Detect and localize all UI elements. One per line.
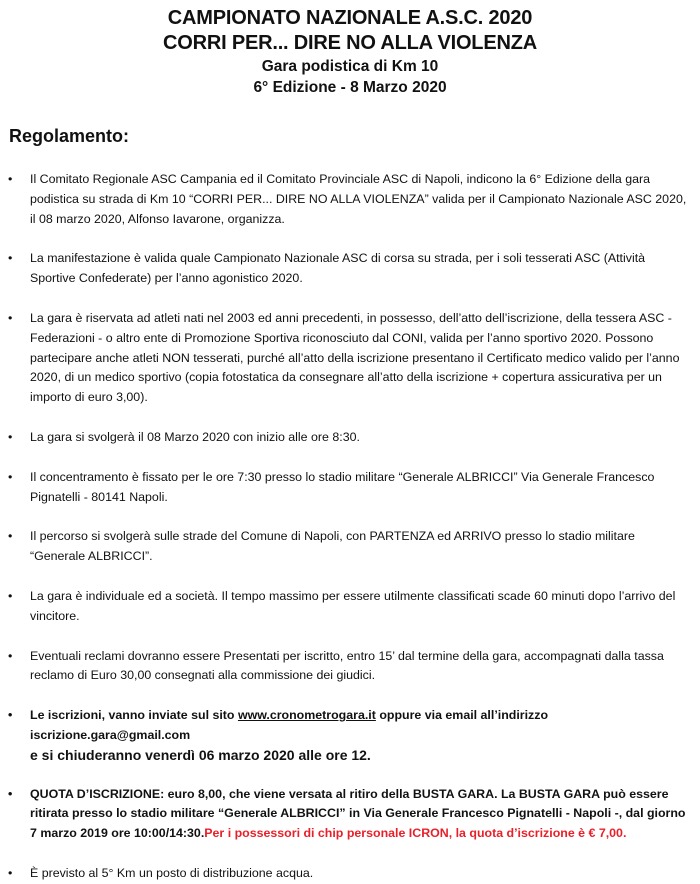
bullet: • — [8, 251, 13, 266]
title-line-2: CORRI PER... DIRE NO ALLA VIOLENZA — [163, 32, 537, 54]
cronometrogara-link[interactable]: www.cronometrogara.it — [237, 708, 376, 723]
bullet: • — [8, 310, 13, 325]
bullet: • — [8, 172, 13, 186]
bullet: • — [8, 648, 13, 663]
bullet: • — [8, 865, 13, 880]
section-title: Regolamento: — [9, 126, 130, 146]
iscrizioni-text-post: oppure via email all’indirizzo iscrizione.gara@gmail.com — [30, 708, 549, 742]
quota-text: QUOTA D’ISCRIZIONE: euro 8,00, che viene versata al ritiro della BUSTA GARA. La BUSTA GARA può essere ritirata presso lo stadio militare “Generale ALBRICCI” in Via Generale Francesco Pignatelli - Napoli -, dal giorno 7 marzo 2019 ore 10:00/14:30. — [30, 786, 686, 841]
rule-item — [0, 647, 700, 687]
bullet: • — [8, 529, 13, 544]
rule-text: Il Comitato Regionale ASC Campania ed il Comitato Provinciale ASC di Napoli, indicono la 6° Edizione della gara podistica su strada di Km 10 “CORRI PER... DIRE NO ALLA VIOLENZA” valida per il Campionato Nazionale ASC 2020, il 08 marzo 2020, Alfonso Iavarone, organizza. — [30, 172, 687, 226]
rule-item — [0, 428, 700, 448]
iscrizioni-item — [0, 706, 700, 766]
rule-text: La gara è riservata ad atleti nati nel 2003 ed anni precedenti, in possesso, dell’atto dell’iscrizione, della tessera ASC - Federazioni - o altro ente di Promozione Sportiva riconosciuto dal CONI, valida per l’anno sportivo 2020. Possono partecipare anche atleti NON tesserati, purché all’atto della iscrizione presentano il Certificato medico valido per l’anno 2020, di un medico sportivo (copia fotostatica da consegnare all’atto della iscrizione + copertura assicurativa per un importo di euro 3,00). — [30, 310, 680, 405]
rule-text: Eventuali reclami dovranno essere Presentati per iscritto, entro 15’ dal termine della gara, accompagnati dalla tassa reclamo di Euro 30,00 consegnati alla commissione dei giudici. — [30, 648, 664, 683]
iscrizioni-text-pre: Le iscrizioni, vanno inviate sul sito — [30, 708, 238, 723]
bullet: • — [8, 429, 13, 444]
bullet: • — [8, 708, 13, 723]
rule-text: La gara è individuale ed a società. Il tempo massimo per essere utilmente classificati scade 60 minuti dopo l’arrivo del vincitore. — [30, 588, 676, 623]
bullet: • — [8, 588, 13, 603]
quota-item — [0, 785, 700, 844]
rule-text: Il percorso si svolgerà sulle strade del Comune di Napoli, con PARTENZA ed ARRIVO presso lo stadio militare “Generale ALBRICCI”. — [30, 529, 635, 564]
rule-item — [0, 309, 700, 408]
iscrizioni-deadline: e si chiuderanno venerdì 06 marzo 2020 alle ore 12. — [30, 746, 371, 763]
rule-text: Il concentramento è fissato per le ore 7:30 presso lo stadio militare “Generale ALBRICCI” Via Generale Francesco Pignatelli - 80141 Napoli. — [30, 469, 655, 504]
subtitle-edition: 6° Edizione - 8 Marzo 2020 — [253, 79, 447, 96]
rule-item — [0, 527, 700, 567]
rule-item — [0, 170, 700, 229]
rule-item — [0, 249, 700, 289]
bullet: • — [8, 786, 13, 801]
rules-list — [0, 170, 700, 884]
rule-text: È previsto al 5° Km un posto di distribuzione acqua. — [30, 865, 314, 880]
rule-text: La gara si svolgerà il 08 Marzo 2020 con inizio alle ore 8:30. — [30, 429, 360, 444]
rule-item — [0, 864, 700, 884]
title-line-1: CAMPIONATO NAZIONALE A.S.C. 2020 — [167, 7, 533, 29]
quota-icron-note: Per i possessori di chip personale ICRON, la quota d’iscrizione è € 7,00. — [204, 826, 627, 841]
document-header — [0, 6, 700, 98]
rule-text: La manifestazione è valida quale Campionato Nazionale ASC di corsa su strada, per i soli tesserati ASC (Attività Sportive Confederate) per l’anno agonistico 2020. — [30, 251, 646, 286]
rule-item — [0, 587, 700, 627]
bullet: • — [8, 469, 13, 484]
rule-item — [0, 468, 700, 508]
subtitle-race: Gara podistica di Km 10 — [261, 58, 439, 75]
